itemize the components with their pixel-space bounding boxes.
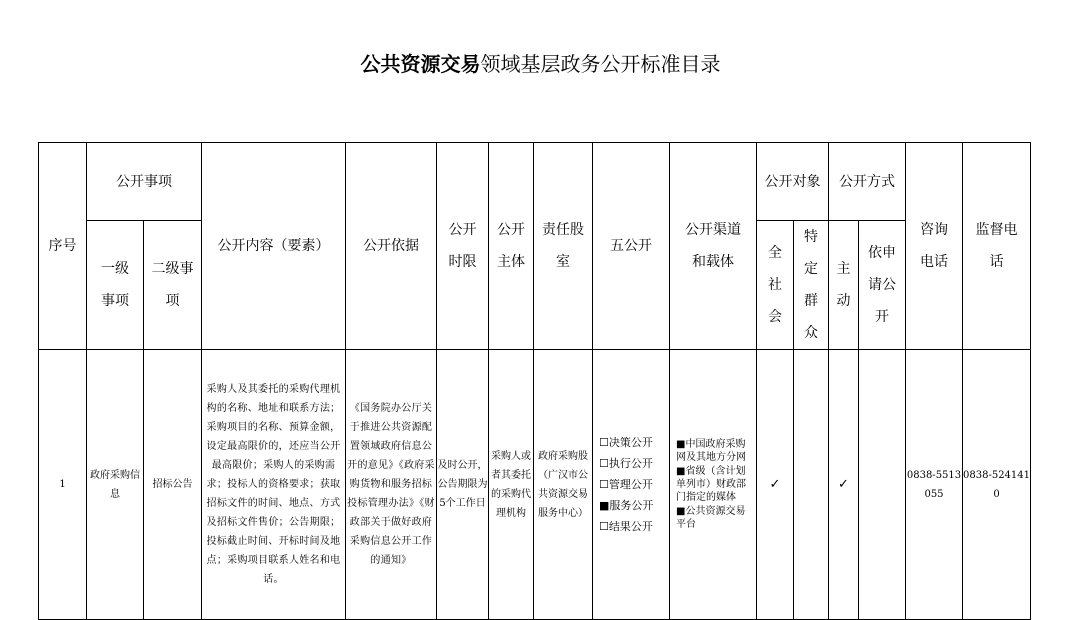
header-row-1 — [39, 143, 1031, 221]
header-channel-text: 公开渠道和载体 — [685, 222, 741, 270]
header-basis: 公开依据 — [346, 143, 437, 350]
header-five-public: 五公开 — [593, 143, 670, 350]
header-subject-text: 公开主体 — [497, 222, 525, 270]
cell-audience-specific-check — [794, 350, 829, 620]
header-channel — [670, 143, 757, 350]
cell-dept-text: 政府采购股（广汉市公共资源交易服务中心） — [538, 450, 588, 519]
header-content: 公开内容（要素） — [202, 143, 346, 350]
five-public-list — [593, 432, 669, 537]
channel-item: ■中国政府采购网及其地方分网 — [676, 438, 746, 463]
header-method-apply — [859, 221, 906, 350]
header-time-limit — [437, 143, 489, 350]
cell-level1 — [87, 350, 144, 620]
header-audience-all-text: 全社会 — [768, 245, 782, 325]
cell-phone-text: 0838-5513055 — [906, 469, 962, 500]
cell-subject — [489, 350, 534, 620]
header-supervise-text: 监督电话 — [975, 222, 1018, 270]
cell-method-active-check: ✓ — [829, 350, 859, 620]
cell-level1-text: 政府采购信息 — [90, 469, 140, 500]
cell-level2-text: 招标公告 — [152, 479, 193, 490]
five-public-item: ■服务公开 — [599, 499, 654, 512]
five-public-item: ☐管理公开 — [599, 478, 653, 491]
header-audience-group — [757, 143, 829, 221]
cell-basis: 《国务院办公厅关于推进公共资源配置领域政府信息公开的意见》《政府采购货物和服务招标投标管理办法》《财政部关于做好政府采购信息公开工作的通知》 — [346, 350, 437, 620]
cell-content: 采购人及其委托的采购代理机构的名称、地址和联系方法；采购项目的名称、预算金额，设定最高限价的，还应当公开最高限价；采购人的采购需求；投标人的资格要求；获取招标文件的时间、地点、方式及招标文件售价；公告期限；投标截止时间、开标时间及地点；采购项目联系人姓名和电话。 — [202, 350, 346, 620]
cell-subject-text: 采购人或者其委托的采购代理机构 — [491, 450, 531, 519]
five-public-item: ☐结果公开 — [599, 520, 653, 533]
header-method-active — [829, 221, 859, 350]
header-method-active-text: 主动 — [836, 261, 851, 309]
header-seq: 序号 — [39, 143, 87, 350]
cell-time-limit — [437, 350, 489, 620]
cell-phone — [906, 350, 963, 620]
header-level2-text: 二级事项 — [151, 261, 194, 309]
header-phone — [906, 143, 963, 350]
header-items-group: 公开事项 — [87, 143, 202, 221]
cell-channel — [670, 350, 757, 620]
table-row — [39, 350, 1031, 620]
header-audience-specific — [794, 221, 829, 350]
page-title-bold: 公共资源交易 — [360, 52, 481, 76]
cell-supervise-text: 0838-5241410 — [963, 469, 1031, 500]
header-level2 — [144, 221, 202, 350]
header-dept-text: 责任股室 — [542, 222, 584, 270]
header-method-apply-text: 依申请公开 — [868, 245, 896, 325]
header-subject — [489, 143, 534, 350]
channel-list — [670, 438, 756, 531]
header-level1 — [87, 221, 144, 350]
header-audience-specific-text: 特定群众 — [804, 229, 818, 341]
header-phone-text: 咨询电话 — [920, 222, 948, 270]
cell-audience-all-check: ✓ — [757, 350, 794, 620]
header-dept — [534, 143, 593, 350]
header-time-limit-text: 公开时限 — [448, 222, 477, 270]
header-audience-group-text: 公开对象 — [764, 173, 821, 190]
header-method-group: 公开方式 — [829, 143, 906, 221]
channel-item: ■公共资源交易平台 — [676, 505, 746, 530]
five-public-item: ☐执行公开 — [599, 457, 653, 470]
cell-five-public — [593, 350, 670, 620]
cell-level2 — [144, 350, 202, 620]
catalog-table — [38, 142, 1031, 620]
cell-time-limit-text: 及时公开，公告期限为5个工作日 — [437, 460, 488, 509]
cell-method-apply-check — [859, 350, 906, 620]
cell-seq: 1 — [39, 350, 87, 620]
header-audience-all — [757, 221, 794, 350]
cell-dept — [534, 350, 593, 620]
header-level1-text: 一级事项 — [101, 261, 129, 309]
cell-supervise — [963, 350, 1031, 620]
channel-item: ■省级（含计划单列市）财政部门指定的媒体 — [676, 465, 746, 503]
page-title-rest: 领域基层政务公开标准目录 — [480, 52, 721, 76]
header-supervise — [963, 143, 1031, 350]
page-title — [0, 50, 1081, 78]
five-public-item: ☐决策公开 — [599, 436, 653, 449]
